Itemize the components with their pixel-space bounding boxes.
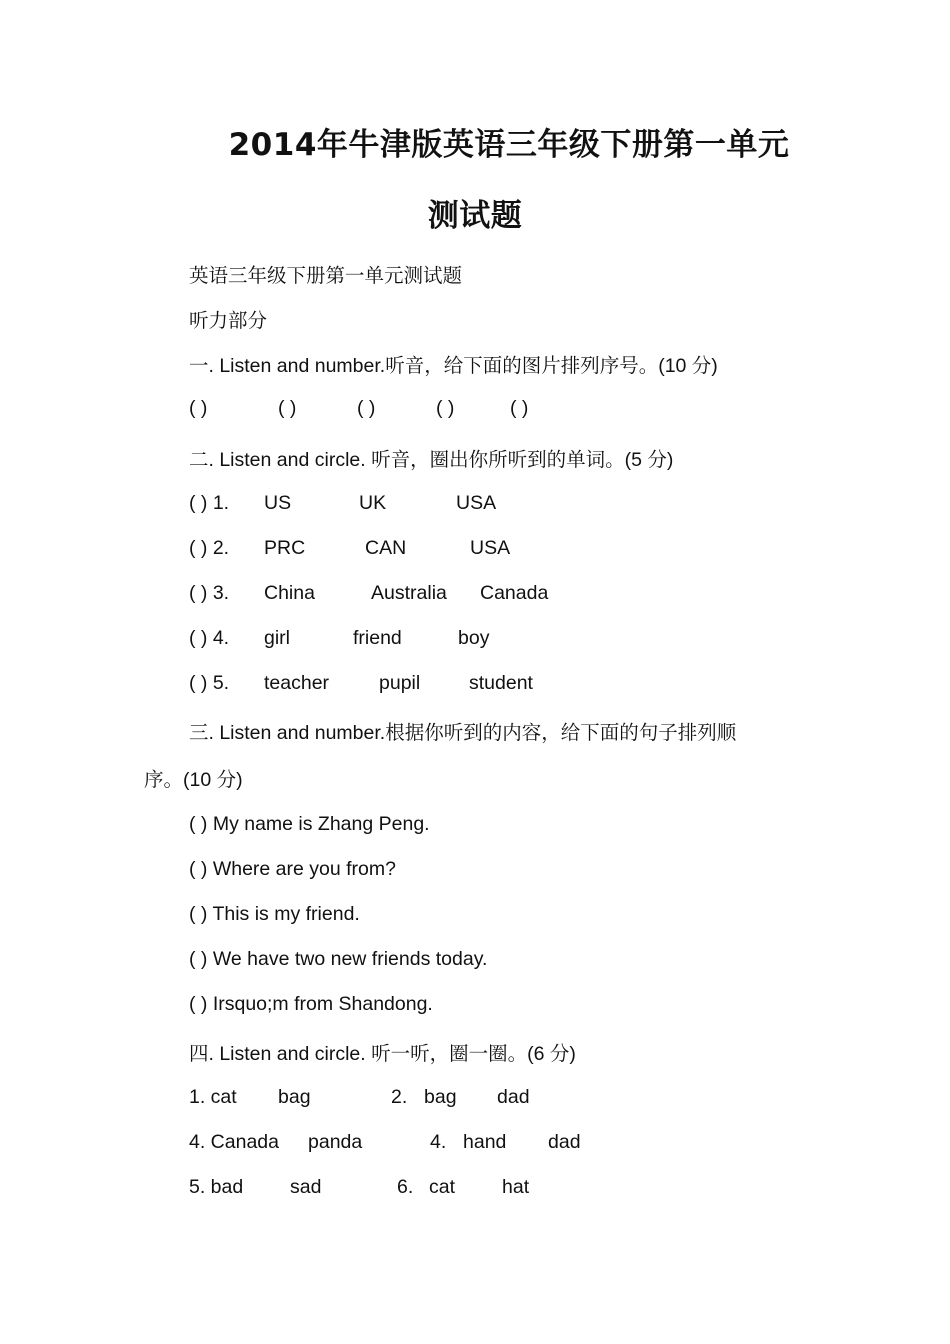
section2-item <box>189 627 889 653</box>
pair-word: hat <box>502 1176 530 1198</box>
pair-word: dad <box>497 1086 530 1108</box>
section4-row <box>189 1086 889 1112</box>
choice-word: teacher <box>264 672 330 694</box>
ordering-sentence: ( ) My name is Zhang Peng. <box>189 813 430 835</box>
answer-bracket: ( ) <box>436 397 455 419</box>
pair-word: cat <box>429 1176 456 1198</box>
pair-number: 5. bad <box>189 1176 244 1198</box>
item-prefix: ( ) 4. <box>189 627 230 649</box>
choice-word: USA <box>456 492 497 514</box>
section3-heading-continued: 序。(10 分) <box>144 769 243 791</box>
ordering-sentence: ( ) We have two new friends today. <box>189 948 488 970</box>
choice-word: girl <box>264 627 291 649</box>
pair-number: 1. cat <box>189 1086 237 1108</box>
document-title-line1: 2014年牛津版英语三年级下册第一单元 <box>228 127 790 163</box>
choice-word: US <box>264 492 292 514</box>
section2-heading: 二. Listen and circle. 听音，圈出你所听到的单词。(5 分) <box>189 449 674 471</box>
choice-word: student <box>469 672 533 694</box>
section1-brackets <box>189 397 889 423</box>
choice-word: CAN <box>365 537 407 559</box>
section4-row <box>189 1176 889 1202</box>
subtitle: 英语三年级下册第一单元测试题 <box>189 264 463 287</box>
item-prefix: ( ) 5. <box>189 672 230 694</box>
choice-word: China <box>264 582 315 604</box>
ordering-sentence: ( ) Irsquo;m from Shandong. <box>189 993 433 1015</box>
choice-word: Australia <box>371 582 447 604</box>
answer-bracket: ( ) <box>189 397 208 419</box>
section3-heading: 三. Listen and number.根据你听到的内容，给下面的句子排列顺 <box>189 722 737 744</box>
section1-heading: 一. Listen and number.听音，给下面的图片排列序号。(10 分) <box>189 355 718 377</box>
choice-word: boy <box>458 627 490 649</box>
item-prefix: ( ) 2. <box>189 537 230 559</box>
pair-number: 4. Canada <box>189 1131 279 1153</box>
pair-word: hand <box>463 1131 507 1153</box>
pair-number: 6. <box>397 1176 414 1198</box>
section4-row <box>189 1131 889 1157</box>
answer-bracket: ( ) <box>510 397 529 419</box>
section2-item <box>189 492 889 518</box>
document-title-line2: 测试题 <box>427 198 523 234</box>
pair-word: bag <box>424 1086 457 1108</box>
item-prefix: ( ) 3. <box>189 582 230 604</box>
ordering-sentence: ( ) Where are you from? <box>189 858 396 880</box>
choice-word: USA <box>470 537 511 559</box>
choice-word: PRC <box>264 537 306 559</box>
pair-number: 4. <box>430 1131 447 1153</box>
answer-bracket: ( ) <box>357 397 376 419</box>
choice-word: pupil <box>379 672 421 694</box>
pair-number: 2. <box>391 1086 408 1108</box>
ordering-sentence: ( ) This is my friend. <box>189 903 360 925</box>
pair-word: dad <box>548 1131 581 1153</box>
choice-word: Canada <box>480 582 549 604</box>
choice-word: UK <box>359 492 387 514</box>
section2-item <box>189 537 889 563</box>
section2-item <box>189 582 889 608</box>
section4-heading: 四. Listen and circle. 听一听，圈一圈。(6 分) <box>189 1043 576 1065</box>
answer-bracket: ( ) <box>278 397 297 419</box>
choice-word: friend <box>353 627 402 649</box>
listening-label: 听力部分 <box>189 309 268 332</box>
item-prefix: ( ) 1. <box>189 492 230 514</box>
pair-word: bag <box>278 1086 311 1108</box>
pair-word: sad <box>290 1176 322 1198</box>
section2-item <box>189 672 889 698</box>
pair-word: panda <box>308 1131 363 1153</box>
